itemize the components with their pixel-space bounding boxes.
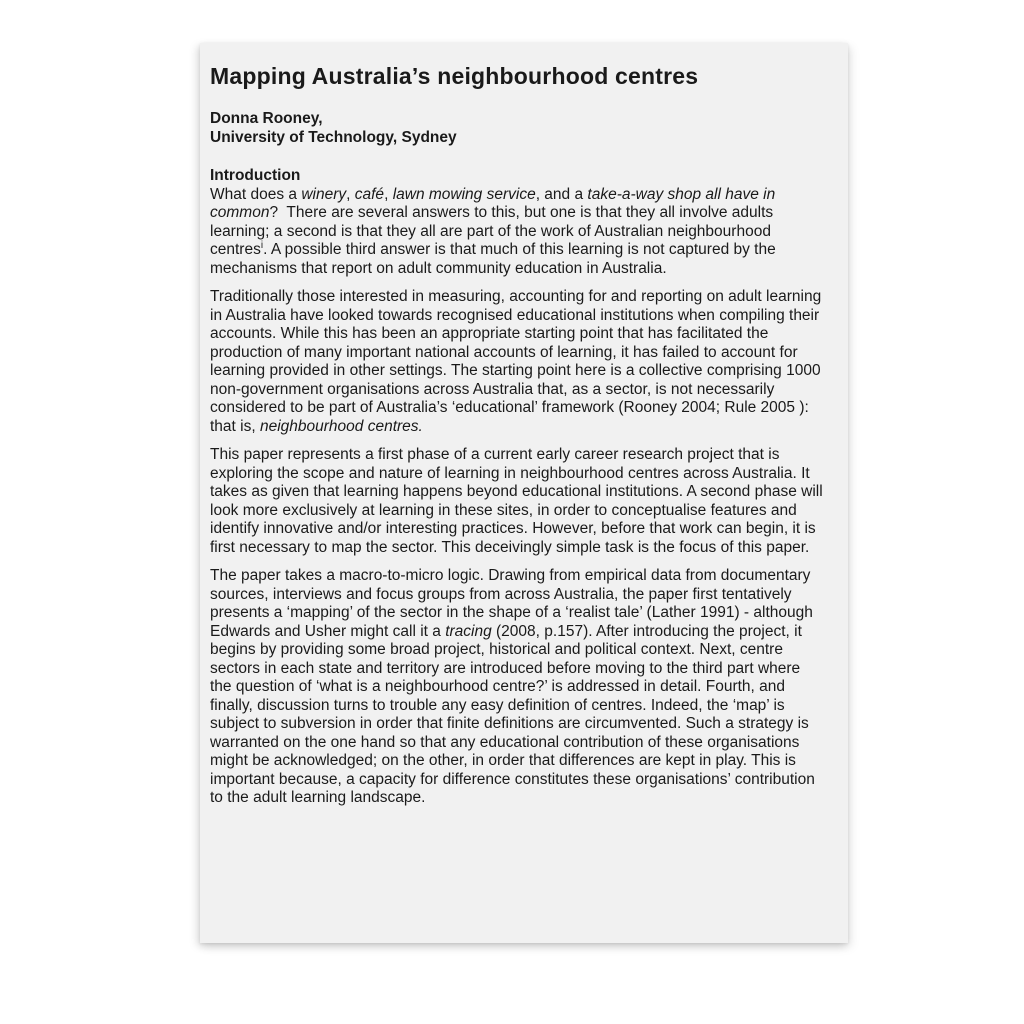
italic-text-run: winery: [301, 185, 347, 203]
text-run: , and a: [535, 185, 588, 203]
paragraph: [210, 186, 826, 279]
italic-text-run: café: [354, 185, 385, 203]
italic-text-run: take-a-way shop all have in common: [210, 185, 780, 221]
paragraph: [210, 288, 826, 436]
text-run: . A possible third answer is that much of this learning is not captured by the mechanisms that report on adult community education in Australia.: [210, 241, 781, 277]
author-block: [210, 110, 826, 147]
italic-text-run: neighbourhood centres.: [259, 417, 423, 435]
italic-text-run: tracing: [445, 622, 492, 640]
text-run: The paper takes a macro-to-micro logic. Drawing from empirical data from documentary sources, interviews and focus groups from across Australia, the paper first tentatively presents a ‘mapping’ of the sector in the shape of a ‘realist tale’ (Lather 1991) - although Edwards and Usher might call it a: [210, 567, 818, 640]
text-run: ,: [346, 185, 355, 203]
text-run: This paper represents a first phase of a current early career research project that is exploring the scope and nature of learning in neighbourhood centres across Australia. It takes as given that learning happens beyond educational institutions. A second phase will look more exclusively at learning in these sites, in order to conceptualise features and identify innovative and/or interesting practices. However, before that work can begin, it is first necessary to map the sector. This deceivingly simple task is the focus of this paper.: [210, 446, 827, 556]
author-affiliation: University of Technology, Sydney: [210, 128, 457, 146]
text-run: ,: [384, 185, 393, 203]
page-title: Mapping Australia’s neighbourhood centres: [210, 63, 699, 89]
document-page: [200, 43, 848, 943]
author-name: Donna Rooney,: [210, 110, 323, 127]
text-run: What does a: [210, 185, 302, 203]
paragraphs-container: [210, 186, 826, 808]
text-run: ? There are several answers to this, but one is that they all involve adults learning; a second is that they all are part of the work of Australian neighbourhood centres: [210, 204, 778, 258]
text-run: Traditionally those interested in measuring, accounting for and reporting on adult learning in Australia have looked towards recognised educational institutions when compiling their accounts. While this has been an appropriate starting point that has facilitated the production of many important national accounts of learning, it has failed to account for learning provided in other settings. The starting point here is a collective comprising 1000 non-government organisations across Australia that, as a sector, is not necessarily considered to be part of Australia’s ‘educational’ framework (Rooney 2004; Rule 2005 ): that is,: [210, 288, 826, 435]
text-run: (2008, p.157). After introducing the project, it begins by providing some broad project, historical and political context. Next, centre sectors in each state and territory are introduced before moving to the third part where the question of ‘what is a neighbourhood centre?’ is addressed in detail. Fourth, and finally, discussion turns to trouble any easy definition of centres. Indeed, the ‘map’ is subject to subversion in order that finite definitions are circumvented. Such a strategy is warranted on the one hand so that any educational contribution of these organisations might be acknowledged; on the other, in order that differences are kept in play. This is important because, a capacity for difference constitutes these organisations’ contribution to the adult learning landscape.: [210, 622, 820, 806]
italic-text-run: lawn mowing service: [392, 185, 536, 203]
endnote-marker: i: [260, 239, 264, 251]
section-heading-introduction: Introduction: [210, 167, 301, 184]
paragraph: [210, 567, 826, 808]
paragraph: [210, 446, 826, 557]
